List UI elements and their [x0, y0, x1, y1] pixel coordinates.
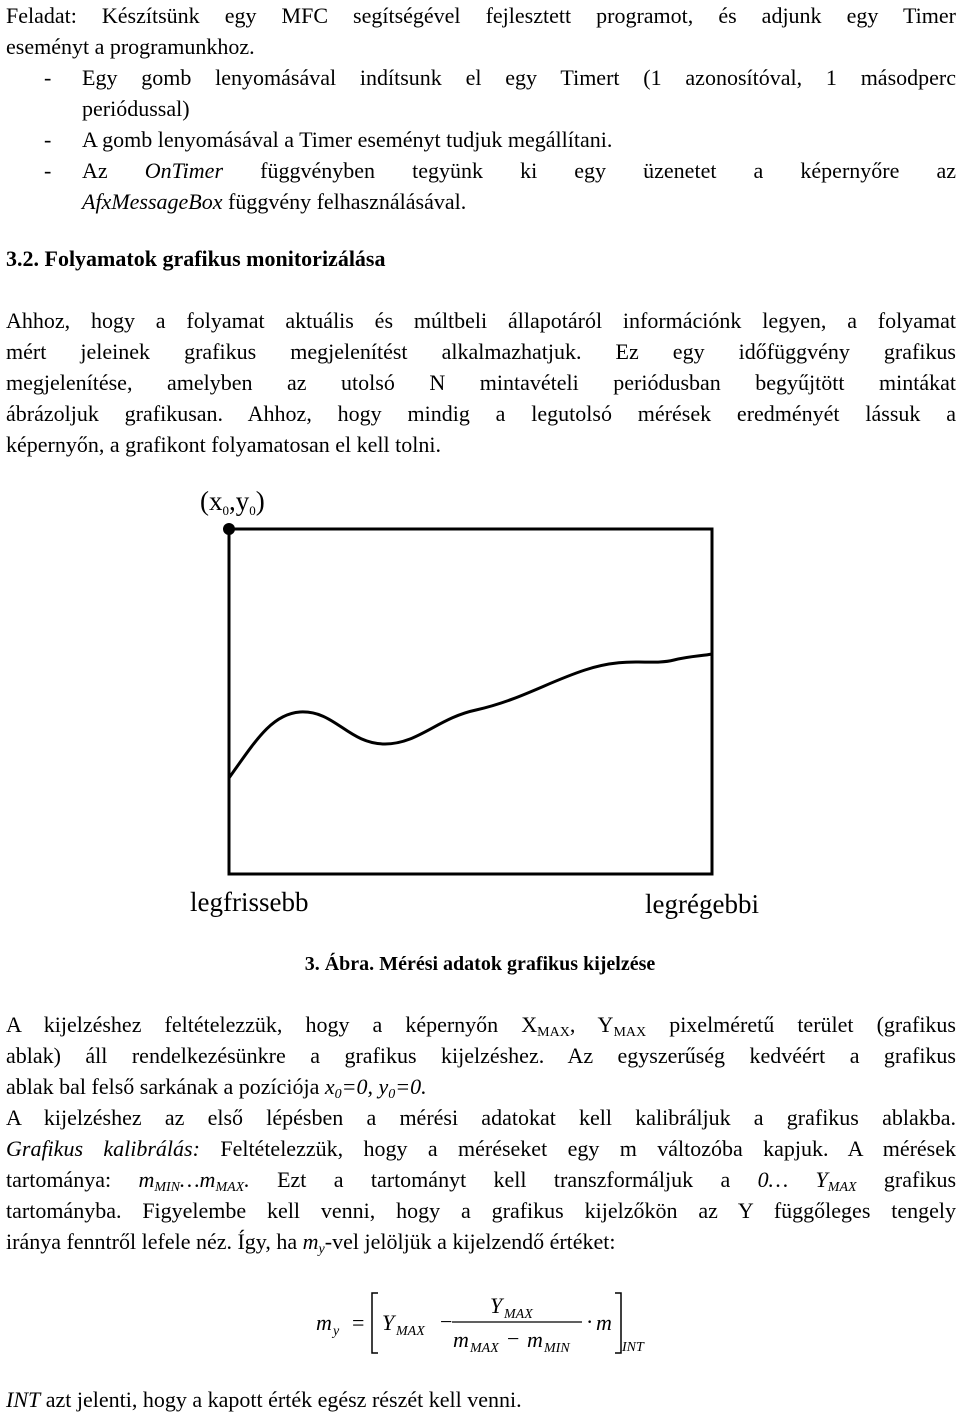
- math: $x_0=0$, $y_0=0$.: [324, 1074, 427, 1102]
- subscript: 0: [222, 503, 229, 518]
- calibration-formula: [300, 1285, 660, 1365]
- frac-den-m2: m: [527, 1327, 543, 1352]
- label-oldest: legrégebbi: [645, 889, 759, 919]
- formula-m: m: [316, 1310, 332, 1335]
- math: $m_{MIN}\dots m_{MAX}$.: [138, 1167, 250, 1195]
- task-line-1: Feladat: Készítsünk egy MFC segítségével fejlesztett programot, és adjunk egy Timer: [6, 3, 956, 28]
- formula-sub-int: INT: [622, 1340, 644, 1355]
- figure-caption: [0, 950, 960, 978]
- bullet-2: A gomb lenyomásával a Timer eseményt tudjuk megállítani.: [82, 127, 613, 152]
- subscript: 0: [249, 503, 256, 518]
- frac-den-minus: −: [507, 1326, 520, 1351]
- text: Feltételezzük, hogy a méréseket egy m változóba kapjuk. A mérések: [220, 1136, 957, 1161]
- bullet-1-line-1: Egy gomb lenyomásával indítsunk el egy Timert (1 azonosítóval, 1 másodperc: [82, 65, 956, 90]
- function-name: AfxMessageBox: [82, 189, 223, 214]
- formula-eq: =: [352, 1310, 365, 1335]
- paragraph-line: tartományba. Figyelembe kell venni, hogy a grafikus kijelzőkön az Y függőleges tengely: [6, 1198, 956, 1223]
- text: , Y: [569, 1012, 614, 1037]
- paragraph-line: megjelenítése, amelyben az utolsó N mintavételi periódusban begyűjtött mintákat: [6, 370, 956, 395]
- paragraph-line: [6, 1384, 522, 1415]
- bullet-dash: -: [44, 158, 52, 183]
- text: iránya fenntről lefele néz. Így, ha: [6, 1229, 298, 1254]
- task-line-2: eseményt a programunkhoz.: [6, 34, 255, 59]
- caption-text: Mérési adatok grafikus kijelzése: [379, 953, 656, 975]
- bullet-1-line-2: periódussal): [82, 96, 190, 121]
- paragraph-line: ablak) áll rendelkezésünkre a grafikus kijelzéshez. Az egyszerűség kedvéért a grafikus: [6, 1043, 956, 1068]
- text: ): [255, 486, 265, 516]
- paragraph-line: [6, 1009, 956, 1040]
- text: függvény felhasználásával.: [228, 189, 467, 214]
- math: $m_y$: [302, 1229, 325, 1257]
- formula-Y: Y: [382, 1310, 395, 1335]
- formula-sub-max: MAX: [396, 1324, 425, 1339]
- paragraph-line: Ahhoz, hogy a folyamat aktuális és múltbeli állapotáról információnk legyen, a folyamat: [6, 308, 956, 333]
- formula-sub-y: y: [333, 1324, 340, 1339]
- section-heading: 3.2. Folyamatok grafikus monitorizálása: [6, 246, 386, 271]
- subscript: MAX: [537, 1025, 570, 1040]
- text: azt jelenti, hogy a kapott érték egész részét kell venni.: [45, 1387, 522, 1412]
- origin-dot: [223, 523, 235, 535]
- frac-den-sub2: MIN: [544, 1341, 570, 1356]
- text: Ezt a tartományt kell transzformáljuk a: [277, 1167, 731, 1192]
- frac-den-m1: m: [453, 1327, 469, 1352]
- paragraph-line: [6, 1071, 427, 1102]
- paragraph-line: [6, 1164, 956, 1195]
- frac-num-sub: MAX: [504, 1307, 533, 1322]
- graph-window-frame: [229, 529, 712, 874]
- term: INT: [6, 1387, 41, 1412]
- text: ablak bal felső sarkának a pozíciója: [6, 1074, 320, 1099]
- text: Az: [82, 158, 108, 183]
- term: Grafikus kalibrálás:: [6, 1136, 200, 1161]
- bullet-dash: -: [44, 65, 52, 90]
- signal-curve: [229, 654, 712, 778]
- bullet-dash: -: [44, 127, 52, 152]
- bracket-right: [615, 1293, 621, 1353]
- caption-number: 3. Ábra.: [304, 953, 375, 975]
- text: pixelméretű terület (grafikus: [669, 1012, 956, 1037]
- text: -vel jelöljük a kijelzendő értéket:: [324, 1229, 616, 1254]
- text: grafikus: [883, 1167, 957, 1192]
- math: 0… $Y_{MAX}$: [757, 1167, 857, 1195]
- paragraph-line: [6, 1133, 956, 1164]
- text: függvényben tegyünk ki egy üzenetet a képernyőre az: [260, 158, 956, 183]
- paragraph-line: képernyőn, a grafikont folyamatosan el kell tolni.: [6, 432, 441, 457]
- text: tartománya:: [6, 1167, 112, 1192]
- subscript: MAX: [613, 1025, 647, 1040]
- formula-m2: m: [596, 1310, 612, 1335]
- paragraph-line: A kijelzéshez az első lépésben a mérési adatokat kell kalibráljuk a grafikus ablakba.: [6, 1105, 956, 1130]
- paragraph-line: mért jeleinek grafikus megjelenítést alkalmazhatjuk. Ez egy időfüggvény grafikus: [6, 339, 956, 364]
- paragraph-line: ábrázoljuk grafikusan. Ahhoz, hogy mindig a legutolsó mérések eredményét lássuk a: [6, 401, 956, 426]
- frac-num-Y: Y: [490, 1293, 503, 1318]
- frac-den-sub1: MAX: [470, 1341, 499, 1356]
- formula-minus: −: [440, 1309, 453, 1334]
- text: (x: [200, 486, 223, 516]
- text: ,y: [229, 486, 250, 516]
- text: A kijelzéshez feltételezzük, hogy a képernyőn X: [6, 1012, 538, 1037]
- label-newest: legfrissebb: [190, 887, 309, 917]
- paragraph-line: [6, 1226, 616, 1257]
- formula-dot: ·: [586, 1309, 594, 1334]
- bracket-left: [372, 1293, 378, 1353]
- function-name: OnTimer: [144, 158, 224, 183]
